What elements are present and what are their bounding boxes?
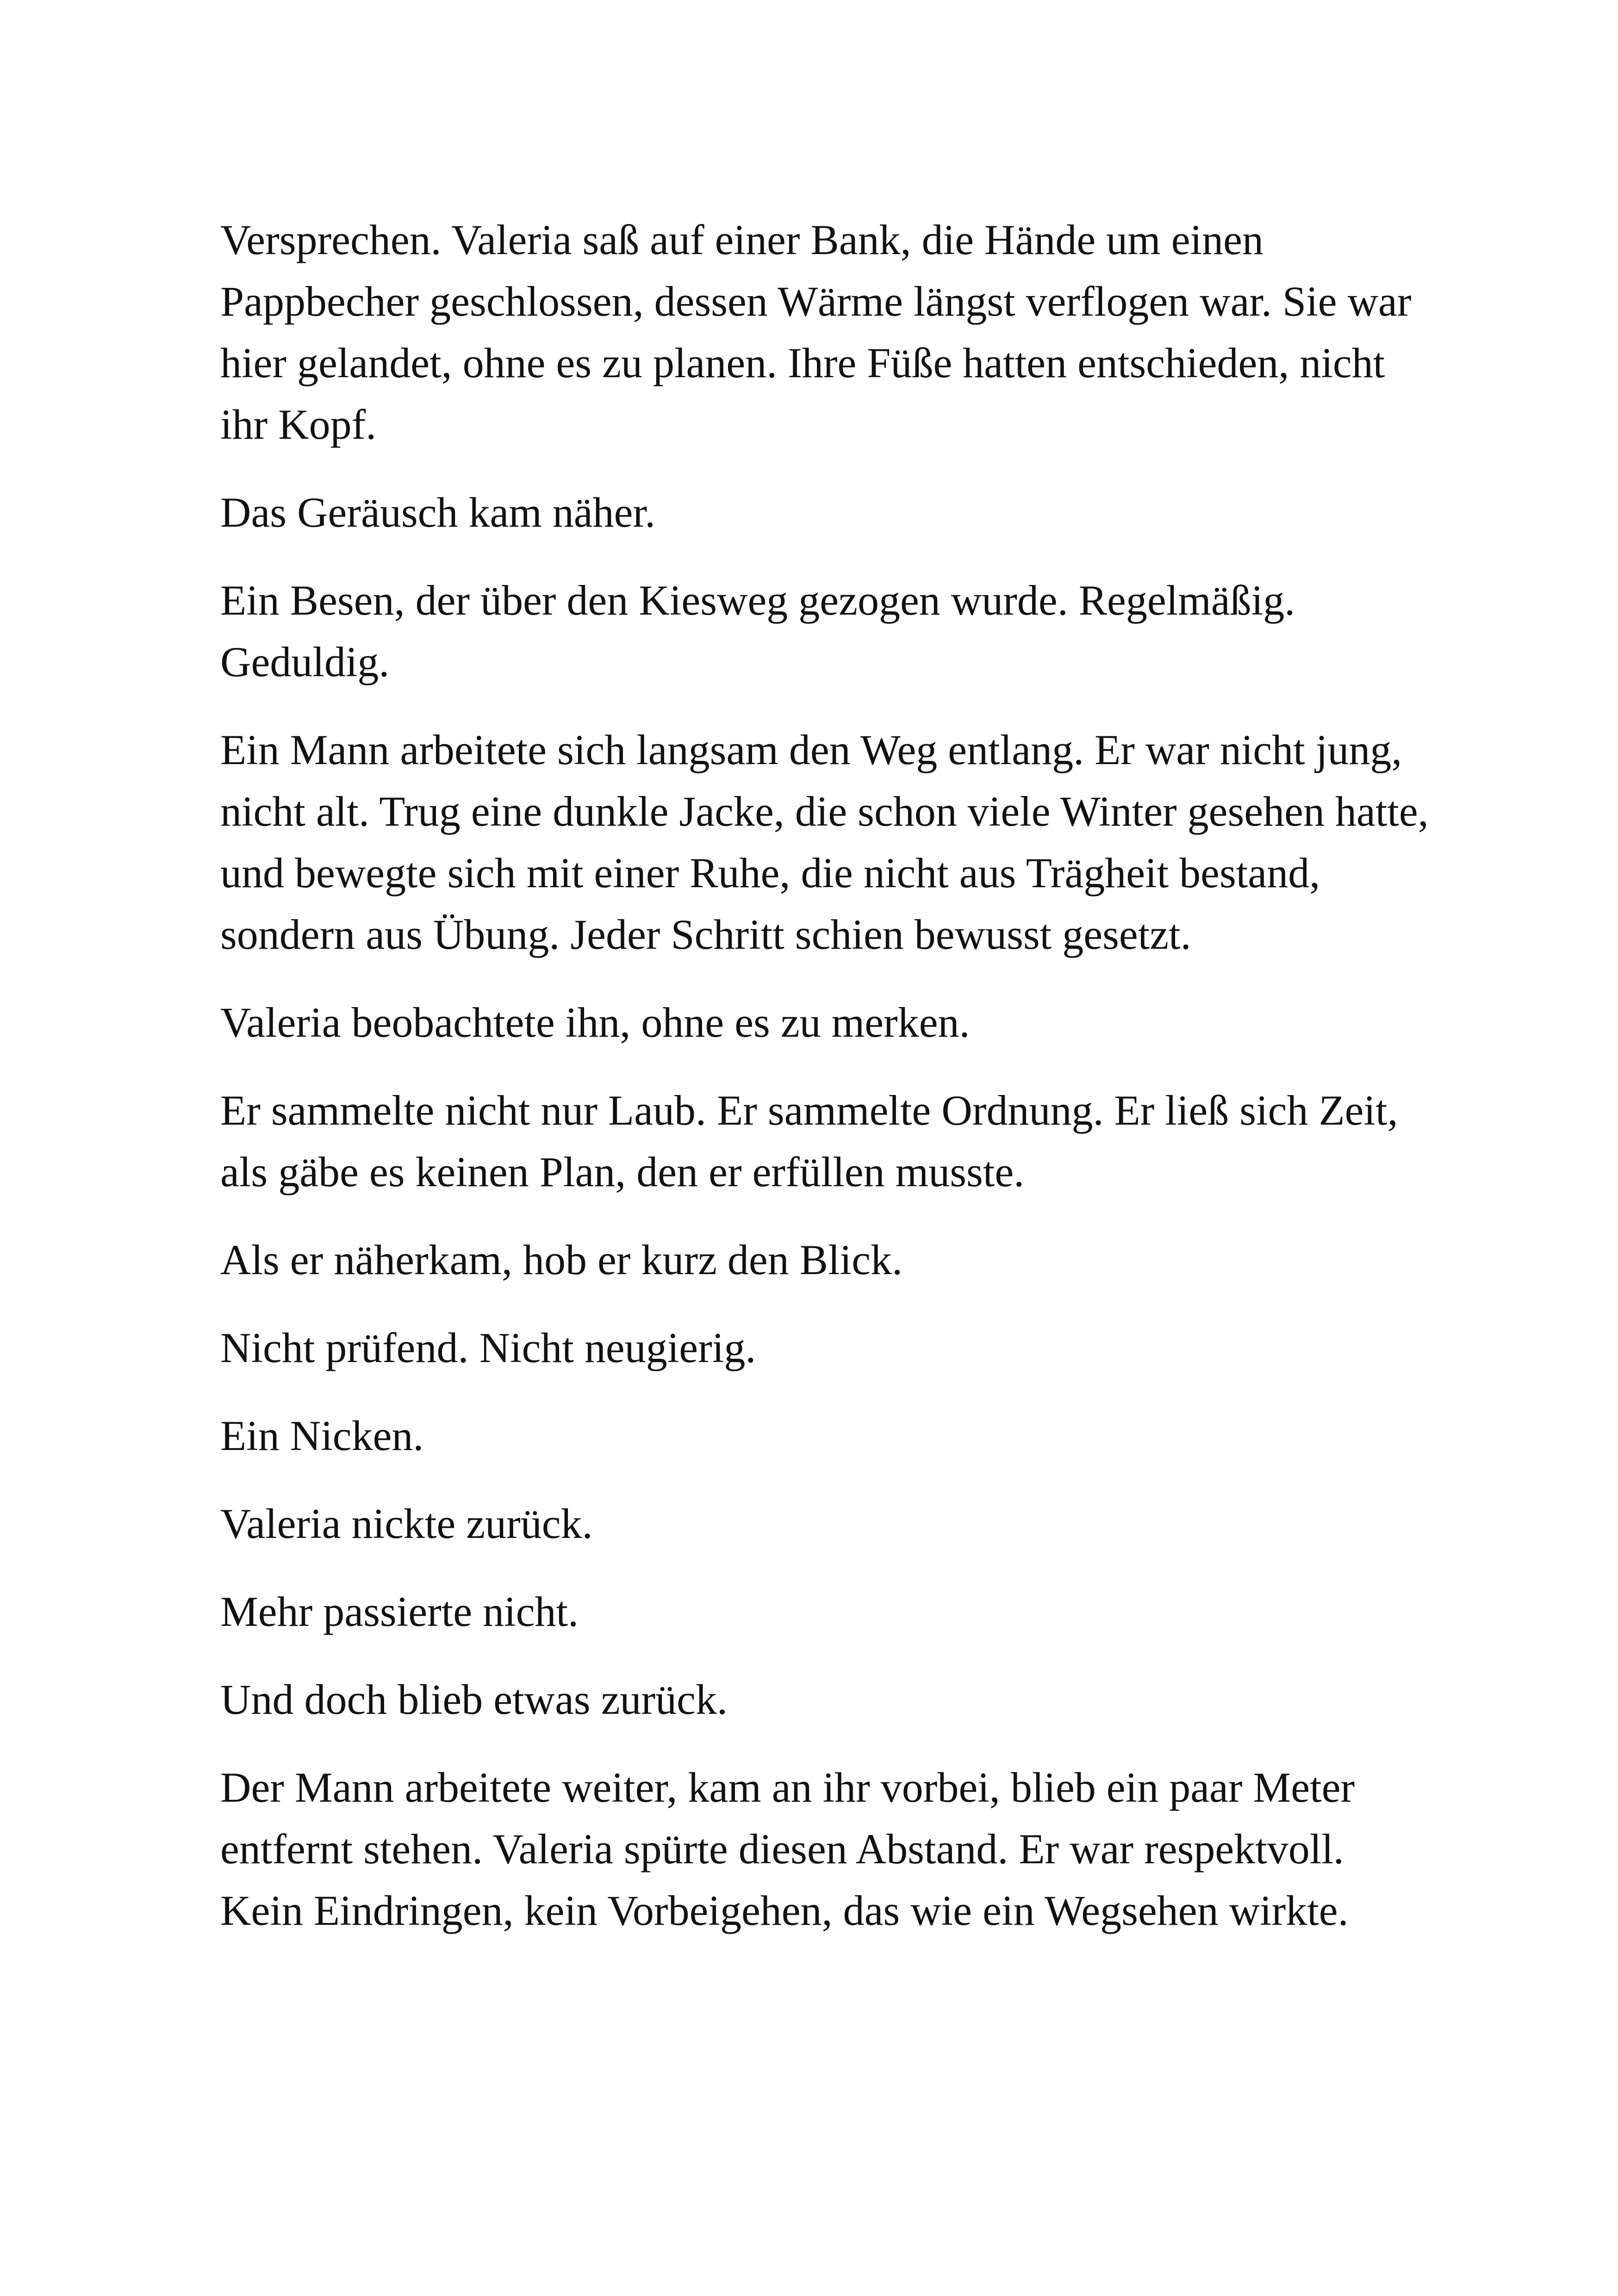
paragraph-11: Mehr passierte nicht. [220,1588,579,1635]
paragraph-4: Ein Mann arbeitete sich langsam den Weg entlang. Er war nicht jung, nicht alt. Trug eine dunkle Jacke, die schon viele Winter gesehen hatte, und bewegte sich mit einer Ruhe, die nicht aus Trägheit bestand, sondern aus Übung. Jeder Schritt schien bewusst gesetzt. [220,726,1429,958]
paragraph-2: Das Geräusch kam näher. [220,489,656,536]
paragraph-1: Versprechen. Valeria saß auf einer Bank, die Hände um einen Pappbecher geschlossen, dessen Wärme längst verflogen war. Sie war hier gelandet, ohne es zu planen. Ihre Füße hatten entschieden, nicht ihr Kopf. [220,216,1412,448]
paragraph-8: Nicht prüfend. Nicht neugierig. [220,1324,756,1371]
paragraph-6: Er sammelte nicht nur Laub. Er sammelte Ordnung. Er ließ sich Zeit, als gäbe es keinen Plan, den er erfüllen musste. [220,1087,1398,1195]
paragraph-7: Als er näherkam, hob er kurz den Blick. [220,1236,903,1283]
paragraph-5: Valeria beobachtete ihn, ohne es zu merken. [220,999,970,1046]
body-text [220,209,1433,1968]
paragraph-3: Ein Besen, der über den Kiesweg gezogen wurde. Regelmäßig. Geduldig. [220,577,1295,685]
paragraph-10: Valeria nickte zurück. [220,1500,593,1547]
paragraph-9: Ein Nicken. [220,1412,424,1459]
paragraph-12: Und doch blieb etwas zurück. [220,1676,728,1723]
paragraph-13: Der Mann arbeitete weiter, kam an ihr vorbei, blieb ein paar Meter entfernt stehen. Valeria spürte diesen Abstand. Er war respektvoll. Kein Eindringen, kein Vorbeigehen, das wie ein Wegsehen wirkte. [220,1764,1355,1934]
